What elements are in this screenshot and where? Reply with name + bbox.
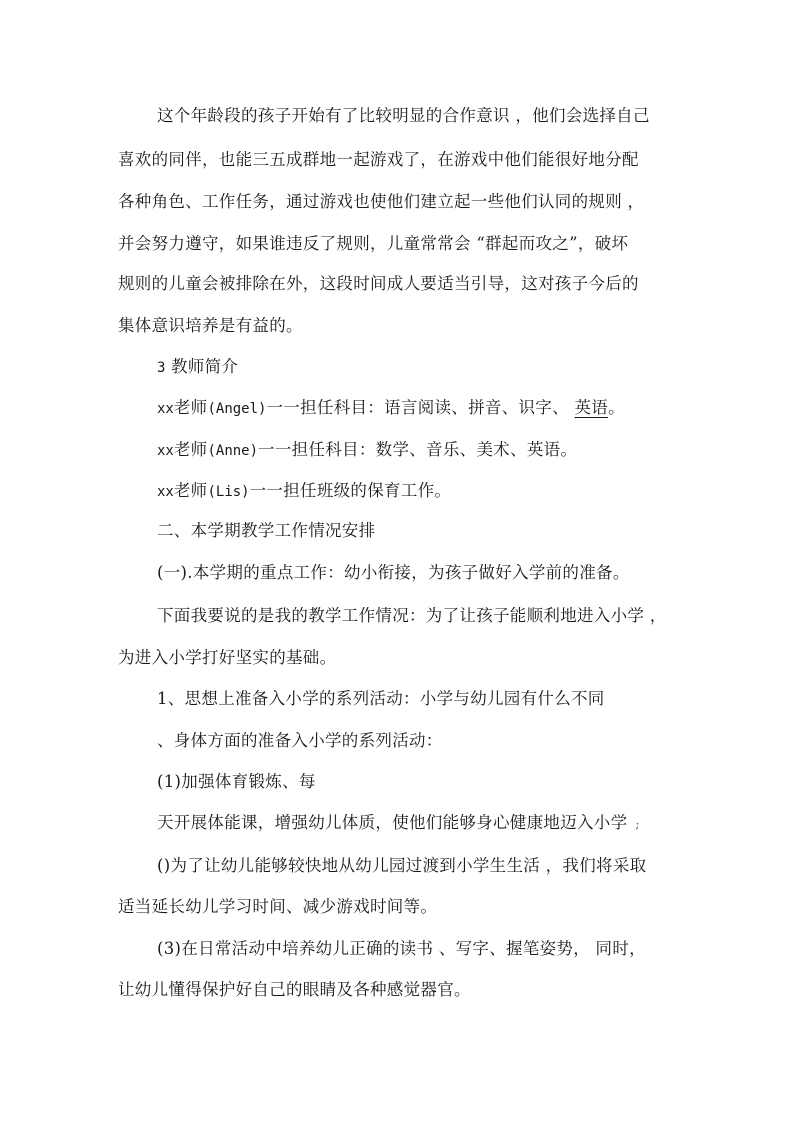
teacher-prefix: xx bbox=[157, 443, 174, 459]
paragraph-line: 这个年龄段的孩子开始有了比较明显的合作意识 ，他们会选择自己 bbox=[157, 106, 650, 125]
teacher-dash: 一一 bbox=[258, 440, 292, 459]
paragraph-line: 并会努力遵守，如果谁违反了规则，儿童常常会 “群起而攻之”，破坏 bbox=[118, 234, 629, 253]
teacher-duty: 担任班级的保育工作。 bbox=[283, 481, 452, 500]
section-heading bbox=[157, 357, 238, 378]
list-item: 1、思想上准备入小学的系列活动：小学与幼儿园有什么不同 bbox=[157, 689, 605, 708]
heading-text: 教师简介 bbox=[170, 357, 239, 376]
teacher-title: 老师 bbox=[173, 440, 208, 459]
section-heading: 二、本学期教学工作情况安排 bbox=[157, 521, 376, 540]
paragraph-line: 规则的儿童会被排除在外，这段时间成人要适当引导，这对孩子今后的 bbox=[118, 274, 639, 293]
paragraph-text: 天开展体能课，增强幼儿体质，使他们能够身心健康地迈入小学 bbox=[157, 813, 628, 832]
teacher-english-name: (Anne) bbox=[207, 443, 259, 459]
teacher-title: 老师 bbox=[173, 398, 208, 417]
teacher-english-name: (Angel) bbox=[207, 401, 267, 417]
teacher-duty: 担任科目：数学、音乐、美术、英语。 bbox=[291, 440, 578, 459]
heading-number: 3 bbox=[157, 360, 166, 376]
teacher-dash: 一一 bbox=[266, 398, 301, 417]
paragraph-line: 适当延长幼儿学习时间、减少游戏时间等。 bbox=[118, 897, 438, 916]
teacher-duty-end: 。 bbox=[608, 398, 625, 417]
paragraph-line: (一).本学期的重点工作：幼小衔接，为孩子做好入学前的准备。 bbox=[157, 563, 630, 582]
semicolon-mark: ; bbox=[635, 817, 640, 831]
paragraph-line: 集体意识培养是有益的。 bbox=[118, 316, 303, 335]
paragraph-line: ()为了让幼儿能够较快地从幼儿园过渡到小学生生活 ，我们将采取 bbox=[157, 856, 647, 875]
paragraph-line: 为进入小学打好坚实的基础。 bbox=[118, 648, 337, 667]
paragraph-line bbox=[157, 813, 640, 834]
teacher-entry bbox=[157, 481, 451, 502]
teacher-duty: 担任科目：语言阅读、拼音、识字、 bbox=[300, 398, 569, 417]
teacher-prefix: xx bbox=[157, 484, 174, 500]
paragraph-line: 喜欢的同伴，也能三五成群地一起游戏了，在游戏中他们能很好地分配 bbox=[118, 150, 639, 169]
teacher-duty-last: 英语 bbox=[574, 398, 609, 417]
teacher-prefix: xx bbox=[157, 401, 174, 417]
list-item: 、身体方面的准备入小学的系列活动： bbox=[157, 731, 443, 750]
teacher-dash: 一一 bbox=[249, 481, 284, 500]
paragraph-line: (3)在日常活动中培养幼儿正确的读书 、写字、握笔姿势， 同时， bbox=[157, 939, 646, 958]
teacher-title: 老师 bbox=[173, 481, 208, 500]
paragraph-line: 下面我要说的是我的教学工作情况：为了让孩子能顺利地进入小学 ， bbox=[157, 606, 667, 625]
list-item: (1)加强体育锻炼、每 bbox=[157, 772, 316, 791]
paragraph-line: 各种角色、工作任务，通过游戏也使他们建立起一些他们认同的规则 ， bbox=[118, 192, 645, 211]
teacher-english-name: (Lis) bbox=[207, 484, 250, 500]
teacher-entry bbox=[157, 398, 625, 419]
paragraph-line: 让幼儿懂得保护好自己的眼睛及各种感觉器官。 bbox=[118, 980, 471, 999]
teacher-entry bbox=[157, 440, 577, 461]
